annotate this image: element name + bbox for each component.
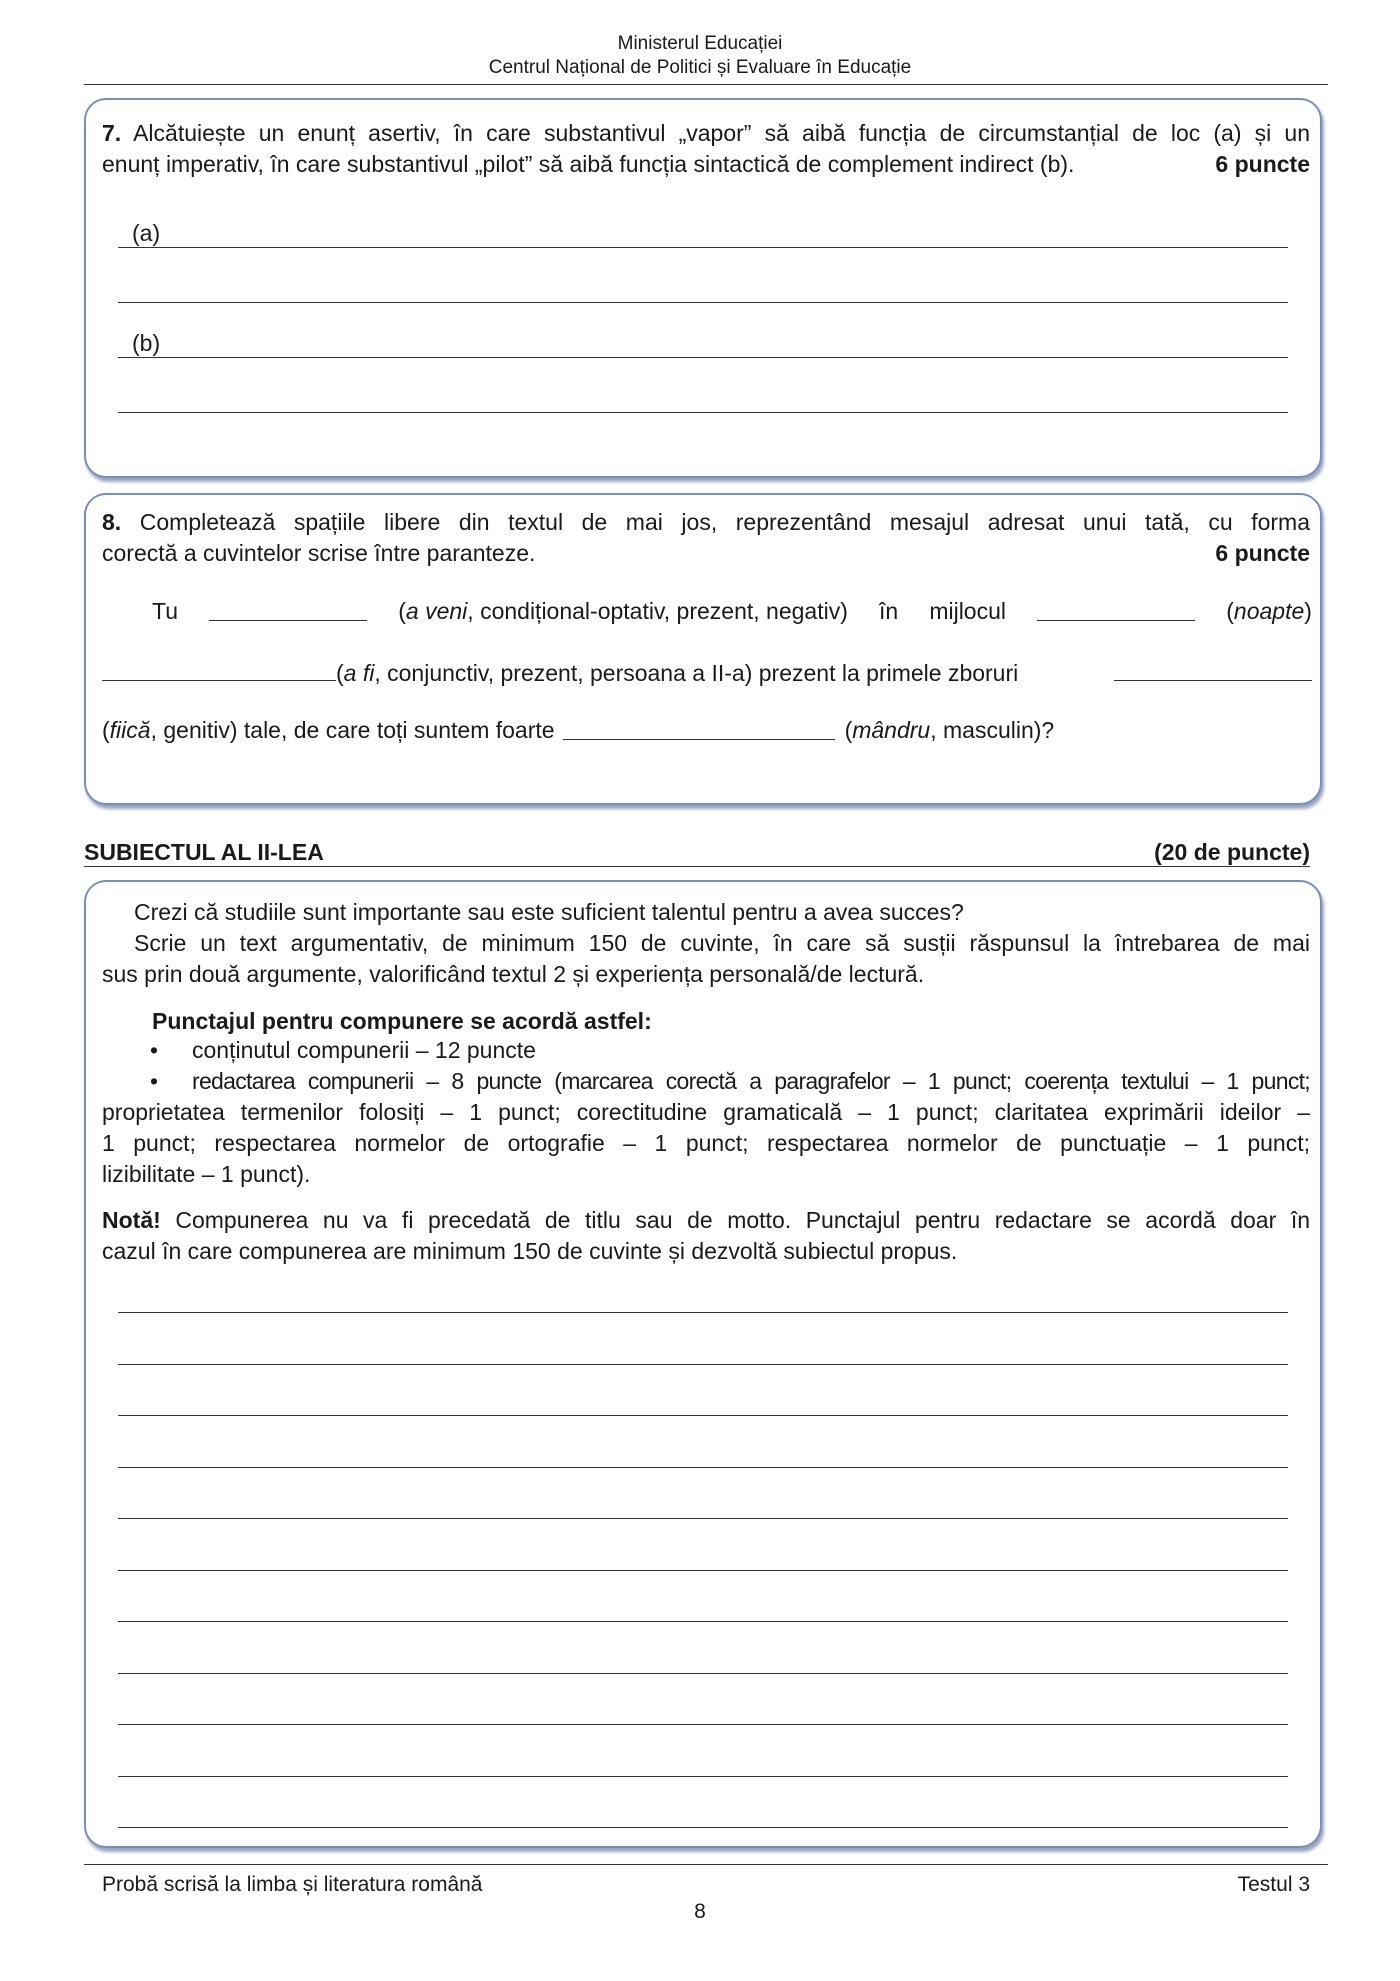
essay-line[interactable] [118, 1827, 1288, 1828]
page-number: 8 [694, 1900, 706, 1923]
bullet2-line4: lizibilitate – 1 punct). [102, 1161, 311, 1187]
item8-row2 [102, 658, 1312, 687]
essay-line[interactable] [118, 1621, 1288, 1622]
essay-line[interactable] [118, 1776, 1288, 1777]
row2-text: , conjunctiv, prezent, persoana a II-a) prezent la primele zboruri [374, 660, 1019, 686]
blank-mandru[interactable] [563, 717, 835, 740]
item8-row3: ( fiică , genitiv) tale, de care toți suntem foarte ( mândru , masculin)? [102, 717, 1055, 743]
item7-answer-line-a1[interactable] [118, 247, 1288, 248]
bullet2-line1: redactarea compunerii – 8 puncte (marcarea corectă a paragrafelor – 1 punct; coerența textului – 1 punct; [192, 1068, 1310, 1094]
item7-text1: Alcătuiește un enunț asertiv, în care substantivul „vapor” să aibă funcția de circumstanțial de loc (a) și un [133, 120, 1310, 146]
bullet1-dot: • [150, 1037, 159, 1063]
footer-left: Probă scrisă la limba și literatura română [102, 1873, 483, 1896]
row1-hint-veni: (a veni, condițional-optativ, prezent, negativ) [398, 598, 848, 624]
row1-word-in: în [879, 598, 899, 624]
bullet2-line2: proprietatea termenilor folosiți – 1 punct; corectitudine gramaticală – 1 punct; claritatea exprimării ideilor – [102, 1099, 1310, 1125]
item8-number: 8. [102, 509, 122, 535]
item7-line1 [102, 118, 1310, 149]
row1-word-mijlocul: mijlocul [929, 598, 1006, 624]
footer-right: Testul 3 [1237, 1873, 1310, 1896]
item7-answer-line-b2[interactable] [118, 412, 1288, 413]
bullet1-text: conținutul compunerii – 12 puncte [192, 1037, 536, 1063]
note-line1 [102, 1205, 1310, 1236]
item7-number: 7. [102, 120, 122, 146]
item8-line1 [102, 507, 1310, 538]
item8-text2: corectă a cuvintelor scrise între paranteze. [102, 540, 536, 566]
subject2-points: (20 de puncte) [1154, 839, 1310, 865]
subject2-task1: Scrie un text argumentativ, de minimum 150 de cuvinte, în care să susții răspunsul la întrebarea de mai [134, 930, 1310, 956]
item7-label-b: (b) [132, 330, 161, 356]
essay-line[interactable] [118, 1673, 1288, 1674]
essay-line[interactable] [118, 1570, 1288, 1571]
header-rule [84, 84, 1328, 85]
row3-word-fiica: fiică [109, 717, 151, 743]
essay-line[interactable] [118, 1467, 1288, 1468]
note-text1: Compunerea nu va fi precedată de titlu sau de motto. Punctajul pentru redactare se acordă doar în [160, 1207, 1310, 1233]
blank-noapte[interactable] [1037, 598, 1195, 621]
item7-label-a: (a) [132, 220, 161, 246]
essay-line[interactable] [118, 1364, 1288, 1365]
blank-a-veni[interactable] [209, 598, 367, 621]
row3-text: , genitiv) tale, de care toți suntem foarte [150, 717, 555, 743]
essay-line[interactable] [118, 1415, 1288, 1416]
row1-hint-noapte: (noapte) [1226, 598, 1312, 624]
note-label: Notă! [102, 1207, 161, 1233]
essay-line[interactable] [118, 1518, 1288, 1519]
item8-row1 [102, 598, 1312, 625]
row3-word-mandru: mândru [852, 717, 931, 743]
item8-line2 [102, 538, 1310, 569]
note-line2: cazul în care compunerea are minimum 150 de cuvinte și dezvoltă subiectul propus. [102, 1238, 958, 1264]
blank-a-fi[interactable] [102, 658, 336, 681]
item7-text2: enunț imperativ, în care substantivul „pilot” să aibă funcția sintactică de complement indirect (b). [102, 151, 1075, 177]
scoring-title: Punctajul pentru compunere se acordă astfel: [152, 1008, 652, 1034]
subject2-task2: sus prin două argumente, valorificând textul 2 și experiența personală/de lectură. [102, 961, 925, 987]
bullet2-dot: • [150, 1068, 159, 1094]
header-center: Centrul Național de Politici și Evaluare în Educație [488, 57, 912, 78]
row2-left: (a fi, conjunctiv, prezent, persoana a II-a) prezent la primele zboruri [102, 658, 1018, 687]
header-ministry: Ministerul Educației [617, 33, 783, 54]
item7-answer-line-b1[interactable] [118, 357, 1288, 358]
item7-line2 [102, 149, 1310, 180]
subject2-heading [84, 838, 1310, 867]
footer-rule [84, 1864, 1328, 1865]
bullet2-line3: 1 punct; respectarea normelor de ortografie – 1 punct; respectarea normelor de punctuație – 1 punct; [102, 1130, 1310, 1156]
item7-points: 6 puncte [1215, 151, 1310, 177]
item7-answer-line-a2[interactable] [118, 302, 1288, 303]
subject2-question: Crezi că studiile sunt importante sau este suficient talentul pentru a avea succes? [134, 899, 964, 925]
subject2-title: SUBIECTUL AL II-LEA [84, 839, 324, 865]
essay-line[interactable] [118, 1724, 1288, 1725]
row1-word-tu: Tu [152, 598, 178, 624]
essay-line[interactable] [118, 1312, 1288, 1313]
blank-fiica[interactable] [1114, 658, 1312, 681]
item8-points: 6 puncte [1215, 540, 1310, 566]
item8-text1: Completează spațiile libere din textul de mai jos, reprezentând mesajul adresat unui tată, cu forma [139, 509, 1311, 535]
